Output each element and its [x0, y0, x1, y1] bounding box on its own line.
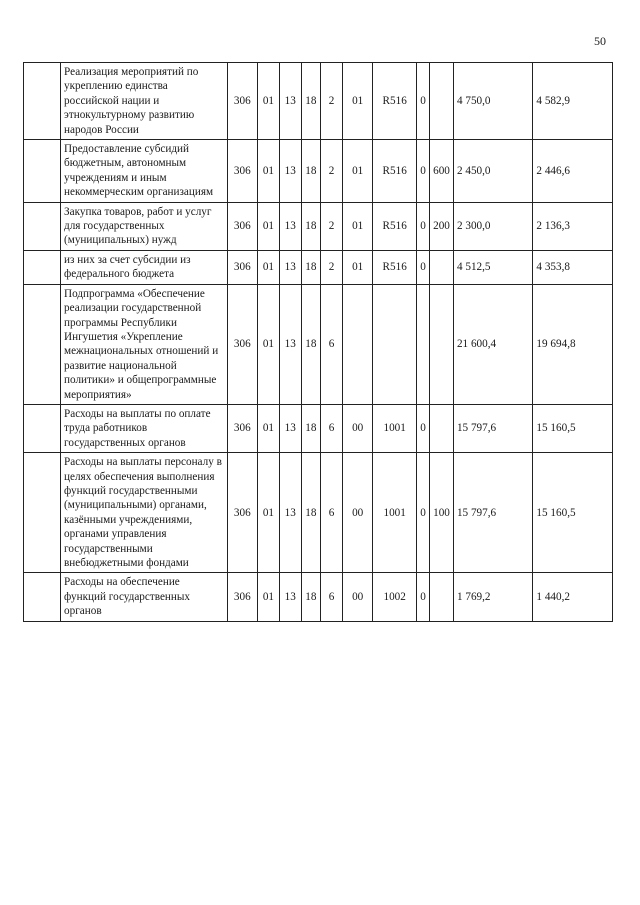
table-row [24, 140, 613, 203]
expense-type-cell: 200 [430, 202, 454, 250]
expense-type-cell: 100 [430, 453, 454, 573]
ministry-code-cell: 306 [227, 63, 257, 140]
subprogram-code-cell: 2 [321, 250, 343, 284]
table-row [24, 63, 613, 140]
item-name-cell: из них за счет субсидии из федерального бюджета [61, 250, 228, 284]
budget-table [23, 62, 613, 622]
event-code-cell [342, 284, 372, 404]
subsection-code-cell: 13 [279, 404, 301, 452]
section-code-cell: 01 [258, 404, 280, 452]
ministry-code-cell: 306 [227, 250, 257, 284]
table-row [24, 573, 613, 621]
subprogram-code-cell: 6 [321, 573, 343, 621]
extra-code-cell: 0 [416, 404, 429, 452]
subsection-code-cell: 13 [279, 63, 301, 140]
planned-amount-cell: 15 797,6 [453, 404, 532, 452]
ministry-code-cell: 306 [227, 140, 257, 203]
planned-amount-cell: 4 750,0 [453, 63, 532, 140]
ministry-code-cell: 306 [227, 404, 257, 452]
direction-code-cell [373, 284, 417, 404]
table-row [24, 284, 613, 404]
program-code-cell: 18 [301, 573, 321, 621]
subsection-code-cell: 13 [279, 573, 301, 621]
planned-amount-cell: 4 512,5 [453, 250, 532, 284]
subprogram-code-cell: 2 [321, 140, 343, 203]
actual-amount-cell: 1 440,2 [533, 573, 613, 621]
ministry-code-cell: 306 [227, 573, 257, 621]
extra-code-cell: 0 [416, 202, 429, 250]
extra-code-cell [416, 284, 429, 404]
direction-code-cell: R516 [373, 140, 417, 203]
extra-code-cell: 0 [416, 63, 429, 140]
planned-amount-cell: 2 450,0 [453, 140, 532, 203]
direction-code-cell: R516 [373, 202, 417, 250]
actual-amount-cell: 15 160,5 [533, 453, 613, 573]
direction-code-cell: 1001 [373, 453, 417, 573]
row-number-cell [24, 573, 61, 621]
row-number-cell [24, 140, 61, 203]
item-name-cell: Подпрограмма «Обеспечение реализации государственной программы Республики Ингушетия «Укрепление межнациональных отношений и развитие национальной политики» и общепрограммные мероприятия» [61, 284, 228, 404]
program-code-cell: 18 [301, 140, 321, 203]
item-name-cell: Расходы на выплаты персоналу в целях обеспечения выполнения функций государственными (муниципальными) органами, казёнными учреждениями, органами управления государственными внебюджетными фондами [61, 453, 228, 573]
actual-amount-cell: 2 446,6 [533, 140, 613, 203]
expense-type-cell [430, 250, 454, 284]
subsection-code-cell: 13 [279, 250, 301, 284]
row-number-cell [24, 202, 61, 250]
section-code-cell: 01 [258, 63, 280, 140]
planned-amount-cell: 1 769,2 [453, 573, 532, 621]
table-row [24, 404, 613, 452]
direction-code-cell: R516 [373, 250, 417, 284]
actual-amount-cell: 19 694,8 [533, 284, 613, 404]
subprogram-code-cell: 2 [321, 202, 343, 250]
section-code-cell: 01 [258, 573, 280, 621]
section-code-cell: 01 [258, 453, 280, 573]
actual-amount-cell: 4 582,9 [533, 63, 613, 140]
direction-code-cell: 1001 [373, 404, 417, 452]
direction-code-cell: 1002 [373, 573, 417, 621]
expense-type-cell [430, 404, 454, 452]
table-row [24, 250, 613, 284]
event-code-cell: 00 [342, 453, 372, 573]
event-code-cell: 01 [342, 202, 372, 250]
section-code-cell: 01 [258, 140, 280, 203]
row-number-cell [24, 63, 61, 140]
actual-amount-cell: 4 353,8 [533, 250, 613, 284]
program-code-cell: 18 [301, 63, 321, 140]
row-number-cell [24, 453, 61, 573]
program-code-cell: 18 [301, 404, 321, 452]
ministry-code-cell: 306 [227, 453, 257, 573]
event-code-cell: 01 [342, 250, 372, 284]
subprogram-code-cell: 2 [321, 63, 343, 140]
extra-code-cell: 0 [416, 250, 429, 284]
actual-amount-cell: 15 160,5 [533, 404, 613, 452]
event-code-cell: 00 [342, 573, 372, 621]
item-name-cell: Расходы на обеспечение функций государственных органов [61, 573, 228, 621]
subsection-code-cell: 13 [279, 202, 301, 250]
expense-type-cell [430, 63, 454, 140]
subprogram-code-cell: 6 [321, 404, 343, 452]
planned-amount-cell: 2 300,0 [453, 202, 532, 250]
program-code-cell: 18 [301, 202, 321, 250]
ministry-code-cell: 306 [227, 284, 257, 404]
item-name-cell: Реализация мероприятий по укреплению единства российской нации и этнокультурному развитию народов России [61, 63, 228, 140]
extra-code-cell: 0 [416, 573, 429, 621]
extra-code-cell: 0 [416, 453, 429, 573]
section-code-cell: 01 [258, 202, 280, 250]
actual-amount-cell: 2 136,3 [533, 202, 613, 250]
section-code-cell: 01 [258, 250, 280, 284]
subprogram-code-cell: 6 [321, 284, 343, 404]
subsection-code-cell: 13 [279, 453, 301, 573]
item-name-cell: Расходы на выплаты по оплате труда работников государственных органов [61, 404, 228, 452]
item-name-cell: Предоставление субсидий бюджетным, автономным учреждениям и иным некоммерческим организациям [61, 140, 228, 203]
program-code-cell: 18 [301, 284, 321, 404]
event-code-cell: 01 [342, 140, 372, 203]
program-code-cell: 18 [301, 250, 321, 284]
section-code-cell: 01 [258, 284, 280, 404]
program-code-cell: 18 [301, 453, 321, 573]
planned-amount-cell: 15 797,6 [453, 453, 532, 573]
subsection-code-cell: 13 [279, 284, 301, 404]
table-row [24, 453, 613, 573]
table-row [24, 202, 613, 250]
direction-code-cell: R516 [373, 63, 417, 140]
extra-code-cell: 0 [416, 140, 429, 203]
expense-type-cell [430, 573, 454, 621]
expense-type-cell: 600 [430, 140, 454, 203]
row-number-cell [24, 250, 61, 284]
page-number: 50 [594, 34, 606, 48]
subprogram-code-cell: 6 [321, 453, 343, 573]
planned-amount-cell: 21 600,4 [453, 284, 532, 404]
item-name-cell: Закупка товаров, работ и услуг для государственных (муниципальных) нужд [61, 202, 228, 250]
row-number-cell [24, 404, 61, 452]
event-code-cell: 00 [342, 404, 372, 452]
event-code-cell: 01 [342, 63, 372, 140]
expense-type-cell [430, 284, 454, 404]
subsection-code-cell: 13 [279, 140, 301, 203]
ministry-code-cell: 306 [227, 202, 257, 250]
row-number-cell [24, 284, 61, 404]
